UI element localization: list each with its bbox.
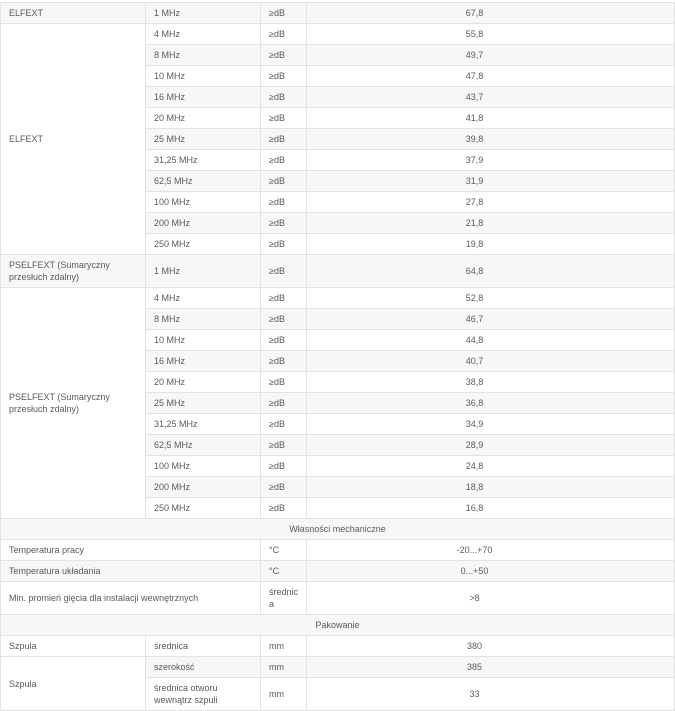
value-cell: 33 [307, 678, 675, 711]
value-cell: 16,8 [307, 498, 675, 519]
value-cell: 41,8 [307, 108, 675, 129]
sub-parameter-cell: 16 MHz [146, 351, 261, 372]
row-elfext-4mhz [1, 24, 675, 45]
sub-parameter-cell: 25 MHz [146, 393, 261, 414]
unit-cell: ≥dB [261, 351, 307, 372]
value-cell: 44,8 [307, 330, 675, 351]
parameter-name-cell: Szpula [1, 657, 146, 711]
section-title-cell: Własności mechaniczne [1, 519, 675, 540]
row-szpula-srednica [1, 636, 675, 657]
sub-parameter-cell: 200 MHz [146, 213, 261, 234]
unit-cell: średnica [261, 582, 307, 615]
sub-parameter-cell: 100 MHz [146, 192, 261, 213]
unit-cell: ≥dB [261, 477, 307, 498]
parameter-name-cell: Temperatura pracy [1, 540, 261, 561]
unit-cell: ≥dB [261, 255, 307, 288]
sub-parameter-cell: szerokość [146, 657, 261, 678]
value-cell: 36,8 [307, 393, 675, 414]
row-pselfext-1mhz [1, 255, 675, 288]
parameter-name-cell: PSELFEXT (Sumaryczny przesłuch zdalny) [1, 255, 146, 288]
unit-cell: ≥dB [261, 24, 307, 45]
unit-cell: ≥dB [261, 414, 307, 435]
value-cell: >8 [307, 582, 675, 615]
value-cell: 38,8 [307, 372, 675, 393]
value-cell: 67,8 [307, 3, 675, 24]
row-temp-pracy [1, 540, 675, 561]
row-elfext-1mhz [1, 3, 675, 24]
sub-parameter-cell: 4 MHz [146, 24, 261, 45]
unit-cell: ≥dB [261, 45, 307, 66]
unit-cell: ≥dB [261, 288, 307, 309]
specs-table [0, 2, 675, 711]
value-cell: 385 [307, 657, 675, 678]
unit-cell: ≥dB [261, 171, 307, 192]
sub-parameter-cell: 1 MHz [146, 3, 261, 24]
unit-cell: ≥dB [261, 66, 307, 87]
unit-cell: mm [261, 636, 307, 657]
value-cell: 31,9 [307, 171, 675, 192]
sub-parameter-cell: 4 MHz [146, 288, 261, 309]
unit-cell: ≥dB [261, 393, 307, 414]
value-cell: 40,7 [307, 351, 675, 372]
unit-cell: ≥dB [261, 330, 307, 351]
value-cell: -20...+70 [307, 540, 675, 561]
unit-cell: °C [261, 540, 307, 561]
sub-parameter-cell: 1 MHz [146, 255, 261, 288]
sub-parameter-cell: 250 MHz [146, 498, 261, 519]
value-cell: 55,8 [307, 24, 675, 45]
parameter-name-cell: Temperatura układania [1, 561, 261, 582]
unit-cell: ≥dB [261, 3, 307, 24]
sub-parameter-cell: 8 MHz [146, 309, 261, 330]
parameter-name-cell: ELFEXT [1, 24, 146, 255]
unit-cell: ≥dB [261, 213, 307, 234]
sub-parameter-cell: 62,5 MHz [146, 435, 261, 456]
row-min-promien [1, 582, 675, 615]
value-cell: 43,7 [307, 87, 675, 108]
value-cell: 28,9 [307, 435, 675, 456]
value-cell: 27,8 [307, 192, 675, 213]
unit-cell: ≥dB [261, 309, 307, 330]
parameter-name-cell: Min. promień gięcia dla instalacji wewnętrznych [1, 582, 261, 615]
sub-parameter-cell: 62,5 MHz [146, 171, 261, 192]
value-cell: 21,8 [307, 213, 675, 234]
sub-parameter-cell: 20 MHz [146, 108, 261, 129]
row-pselfext-4mhz [1, 288, 675, 309]
parameter-name-cell: PSELFEXT (Sumaryczny przesłuch zdalny) [1, 288, 146, 519]
specs-table-body [1, 3, 675, 711]
value-cell: 37,9 [307, 150, 675, 171]
value-cell: 34,9 [307, 414, 675, 435]
unit-cell: ≥dB [261, 192, 307, 213]
row-szpula-szerokosc [1, 657, 675, 678]
sub-parameter-cell: 200 MHz [146, 477, 261, 498]
value-cell: 52,8 [307, 288, 675, 309]
sub-parameter-cell: 25 MHz [146, 129, 261, 150]
value-cell: 19,8 [307, 234, 675, 255]
sub-parameter-cell: 20 MHz [146, 372, 261, 393]
sub-parameter-cell: 250 MHz [146, 234, 261, 255]
value-cell: 24,8 [307, 456, 675, 477]
unit-cell: ≥dB [261, 129, 307, 150]
section-title-cell: Pakowanie [1, 615, 675, 636]
parameter-name-cell: Szpula [1, 636, 146, 657]
value-cell: 64,8 [307, 255, 675, 288]
unit-cell: mm [261, 657, 307, 678]
sub-parameter-cell: 8 MHz [146, 45, 261, 66]
row-temp-ukladania [1, 561, 675, 582]
value-cell: 380 [307, 636, 675, 657]
sub-parameter-cell: 10 MHz [146, 66, 261, 87]
value-cell: 46,7 [307, 309, 675, 330]
unit-cell: °C [261, 561, 307, 582]
sub-parameter-cell: 100 MHz [146, 456, 261, 477]
value-cell: 47,8 [307, 66, 675, 87]
sub-parameter-cell: 31,25 MHz [146, 414, 261, 435]
value-cell: 0...+50 [307, 561, 675, 582]
value-cell: 18,8 [307, 477, 675, 498]
unit-cell: ≥dB [261, 435, 307, 456]
unit-cell: ≥dB [261, 150, 307, 171]
unit-cell: ≥dB [261, 234, 307, 255]
unit-cell: ≥dB [261, 108, 307, 129]
unit-cell: mm [261, 678, 307, 711]
parameter-name-cell: ELFEXT [1, 3, 146, 24]
unit-cell: ≥dB [261, 372, 307, 393]
sub-parameter-cell: 10 MHz [146, 330, 261, 351]
section-row-packaging [1, 615, 675, 636]
section-row-mechanical [1, 519, 675, 540]
unit-cell: ≥dB [261, 456, 307, 477]
sub-parameter-cell: 16 MHz [146, 87, 261, 108]
unit-cell: ≥dB [261, 498, 307, 519]
sub-parameter-cell: średnica otworu wewnątrz szpuli [146, 678, 261, 711]
value-cell: 39,8 [307, 129, 675, 150]
value-cell: 49,7 [307, 45, 675, 66]
unit-cell: ≥dB [261, 87, 307, 108]
sub-parameter-cell: średnica [146, 636, 261, 657]
sub-parameter-cell: 31,25 MHz [146, 150, 261, 171]
